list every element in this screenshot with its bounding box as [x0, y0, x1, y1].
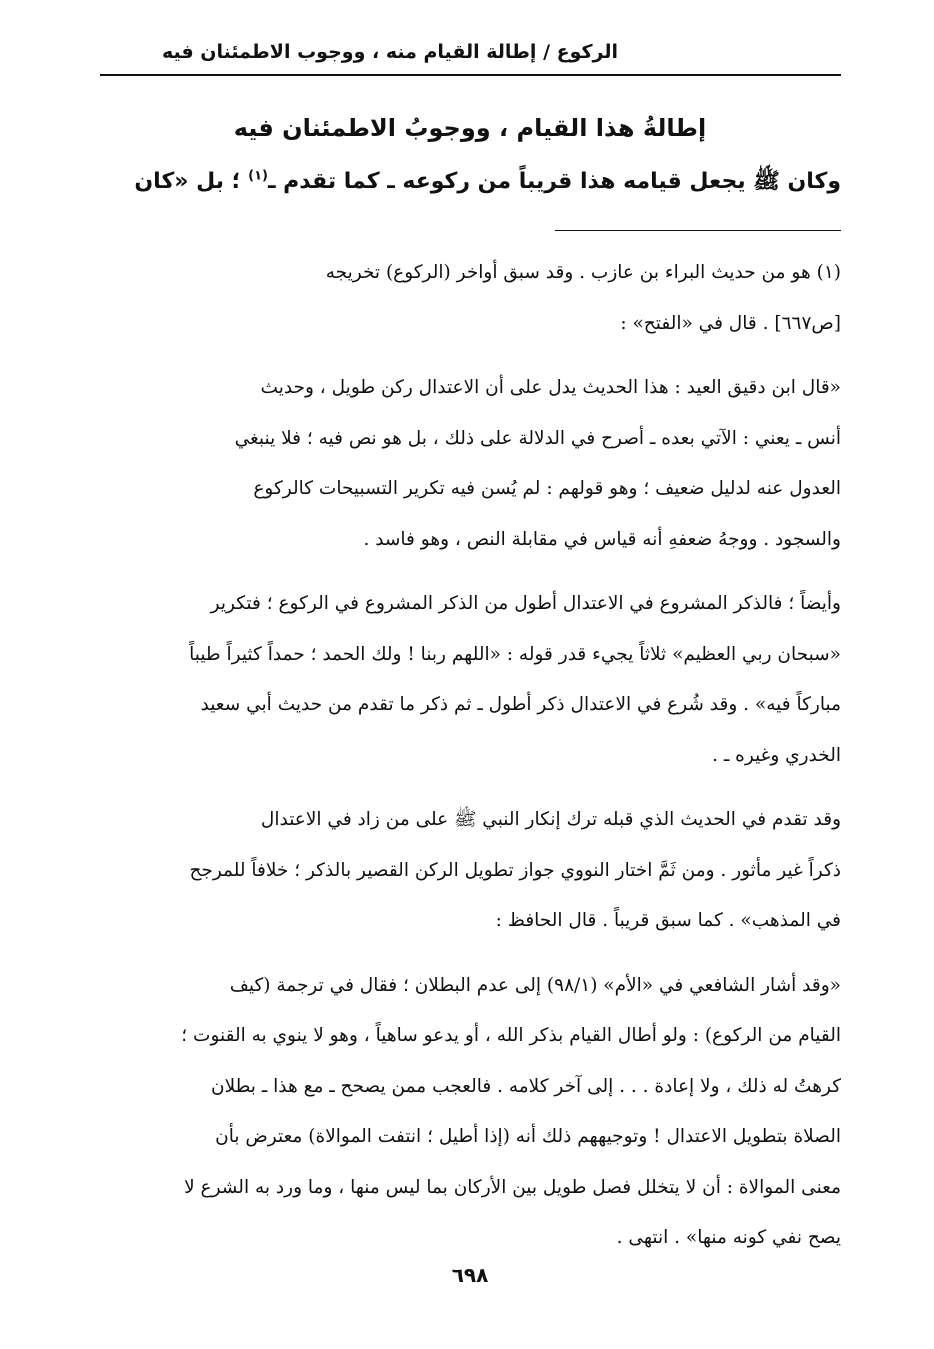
main-text-before-mark: وكان ﷺ يجعل قيامه هذا قريباً من ركوعه ـ كما تقدم ـ — [267, 169, 841, 194]
footnote-line: والسجود . ووجهُ ضعفهِ أنه قياس في مقابلة النص ، وهو فاسد . — [363, 528, 841, 550]
footnote-line: معنى الموالاة : أن لا يتخلل فصل طويل بين الأركان بما ليس منها ، وما ورد به الشرع لا — [184, 1176, 841, 1198]
footnote-line: «وقد أشار الشافعي في «الأم» (٩٨/١) إلى عدم البطلان ؛ فقال في ترجمة (كيف — [229, 974, 841, 996]
main-text-line — [100, 162, 841, 202]
footnote-line: وأيضاً ؛ فالذكر المشروع في الاعتدال أطول من الذكر المشروع في الركوع ؛ فتكرير — [210, 593, 841, 614]
footnote-line: الخدري وغيره ـ . — [712, 744, 841, 766]
footnote-line: [ص٦٦٧] . قال في «الفتح» : — [620, 312, 841, 334]
footnote-line: مباركاً فيه» . وقد شُرع في الاعتدال ذكر أطول ـ ثم ذكر ما تقدم من حديث أبي سعيد — [200, 694, 841, 715]
footnote-line: «سبحان ربي العظيم» ثلاثاً يجيء قدر قوله : «اللهم ربنا ! ولك الحمد ؛ حمداً كثيراً طيباً — [189, 643, 841, 665]
footnote-reference-mark[interactable]: (١) — [248, 168, 268, 184]
footnote-line: القيام من الركوع) : ولو أطال القيام بذكر الله ، أو يدعو ساهياً ، وهو لا ينوي به القنوت ؛ — [181, 1025, 841, 1046]
footnote-separator — [555, 230, 841, 231]
main-text-after-mark: ؛ بل «كان — [134, 169, 249, 194]
footnote-line: وقد تقدم في الحديث الذي قبله ترك إنكار النبي ﷺ على من زاد في الاعتدال — [260, 809, 841, 830]
paragraph-gap — [100, 781, 841, 795]
footnote-line: ذكراً غير مأثور . ومن ثَمَّ اختار النووي جواز تطويل الركن القصير بالذكر ؛ خلافاً للمرجح — [189, 859, 841, 881]
footnote-line: العدول عنه لدليل ضعيف ؛ وهو قولهم : لم يُسن فيه تكرير التسبيحات كالركوع — [253, 478, 841, 499]
paragraph-gap — [100, 947, 841, 961]
footnote-line: يصح نفي كونه منها» . انتهى . — [616, 1227, 841, 1248]
footnote-line: في المذهب» . كما سبق قريباً . قال الحافظ : — [495, 910, 841, 931]
footnote-line: (١) هو من حديث البراء بن عازب . وقد سبق أواخر (الركوع) تخريجه — [325, 262, 841, 283]
paragraph-gap — [100, 565, 841, 579]
page-number: ٦٩٨ — [451, 1263, 489, 1287]
section-title: إطالةُ هذا القيام ، ووجوبُ الاطمئنان فيه — [233, 114, 707, 142]
footnotes-block — [100, 248, 841, 1264]
running-header: الركوع / إطالة القيام منه ، ووجوب الاطمئنان فيه — [161, 41, 619, 63]
header-rule — [100, 74, 841, 76]
footnote-line: «قال ابن دقيق العيد : هذا الحديث يدل على أن الاعتدال ركن طويل ، وحديث — [260, 377, 841, 398]
paragraph-gap — [100, 349, 841, 363]
footnote-line: الصلاة بتطويل الاعتدال ! وتوجيههم ذلك أنه (إذا أطيل ؛ انتفت الموالاة) معترض بأن — [215, 1126, 841, 1147]
footnote-line: كرهتُ له ذلك ، ولا إعادة . . . إلى آخر كلامه . فالعجب ممن يصحح ـ مع هذا ـ بطلان — [210, 1075, 841, 1097]
footnote-line: أنس ـ يعني : الآتي بعده ـ أصرح في الدلالة على ذلك ، بل هو نص فيه ؛ فلا ينبغي — [234, 427, 841, 449]
